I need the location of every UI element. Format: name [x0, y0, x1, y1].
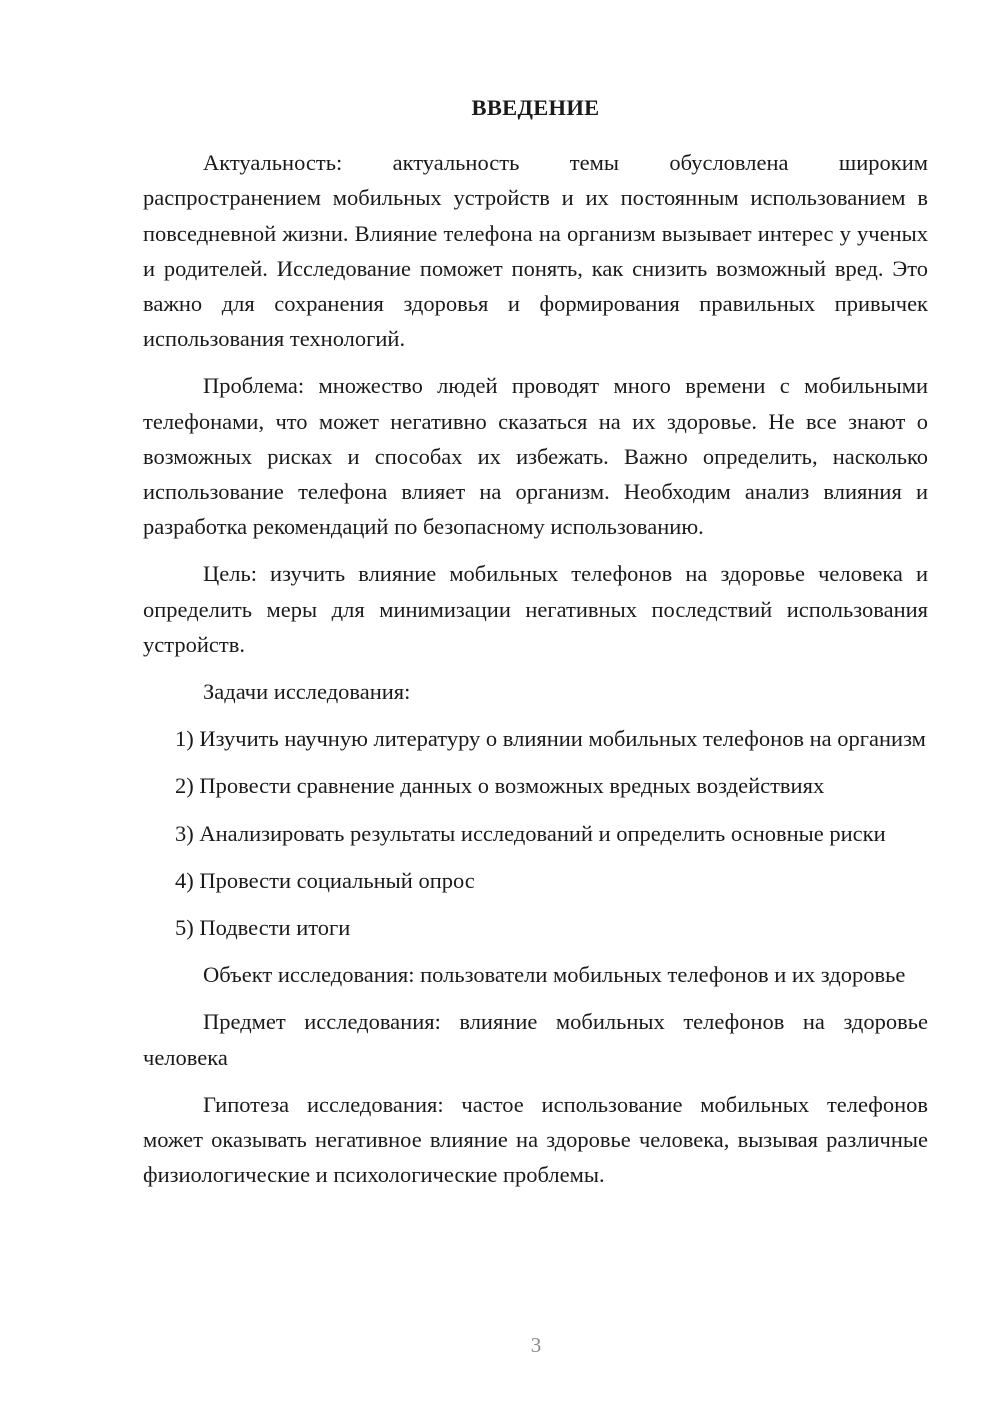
- task-item: 5) Подвести итоги: [175, 915, 351, 941]
- task-item: 1) Изучить научную литературу о влиянии мобильных телефонов на организм: [175, 726, 926, 752]
- object-paragraph: Объект исследования: пользователи мобильных телефонов и их здоровье: [203, 962, 906, 988]
- page-content: [143, 90, 928, 1204]
- task-item: 4) Провести социальный опрос: [175, 867, 475, 893]
- goal-paragraph: Цель: изучить влияние мобильных телефонов на здоровье человека и определить меры для минимизации негативных последствий использования устройств.: [143, 561, 928, 657]
- task-item: 3) Анализировать результаты исследований и определить основные риски: [175, 820, 886, 846]
- task-item: 2) Провести сравнение данных о возможных вредных воздействиях: [175, 773, 825, 799]
- subject-paragraph: Предмет исследования: влияние мобильных телефонов на здоровье человека: [143, 1009, 928, 1070]
- relevance-paragraph: Актуальность: актуальность темы обусловлена широким распространением мобильных устройств и их постоянным использованием в повседневной жизни. Влияние телефона на организм вызывает интерес у ученых и родителей. Исследование поможет понять, как снизить возможный вред. Это важно для сохранения здоровья и формирования правильных привычек использования технологий.: [143, 150, 928, 352]
- page-number: 3: [530, 1333, 542, 1357]
- tasks-heading: Задачи исследования:: [203, 679, 411, 705]
- hypothesis-paragraph: Гипотеза исследования: частое использование мобильных телефонов может оказывать негативное влияние на здоровье человека, вызывая различные физиологические и психологические проблемы.: [143, 1091, 928, 1188]
- problem-paragraph: Проблема: множество людей проводят много времени с мобильными телефонами, что может негативно сказаться на их здоровье. Не все знают о возможных рисках и способах их избежать. Важно определить, насколько использование телефона влияет на организм. Необходим анализ влияния и разработка рекомендаций по безопасному использованию.: [143, 373, 928, 540]
- page-title: ВВЕДЕНИЕ: [471, 95, 600, 120]
